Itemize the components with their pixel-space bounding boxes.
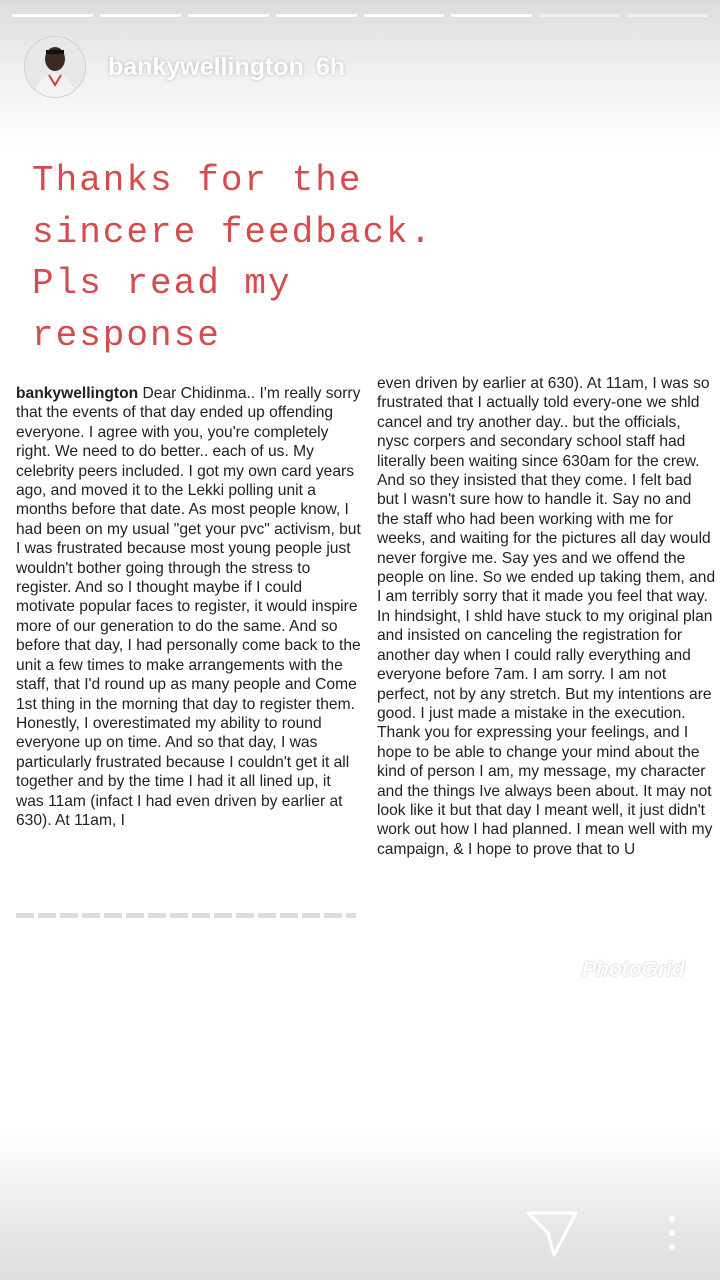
avatar-image (25, 37, 85, 97)
progress-segment (12, 14, 93, 17)
story-timestamp: 6h (315, 52, 346, 81)
caption-left-text: Dear Chidinma.. I'm really sorry that the events of that day ended up offending everyone. I agree with you, you're completely right. We need to do better.. each of us. My celebrity peers included. I got my own card years ago, and moved it to the Lekki polling unit a months before that date. As most people know, I had been on my usual "get your pvc" activism, but I was frustrated because most young people just wouldn't bother going through the stress to register. And so I thought maybe if I could motivate popular faces to register, it would inspire more of our generation to do the same. And so before that day, I had personally come back to the unit a few times to make arrangements with the staff, that I'd round up as many people and Come 1st thing in the morning that day to register them. Honestly, I overestimated my ability to round everyone up on time. And so that day, I was particularly frustrated because I couldn't get it all together and by the time I had it all lined up, it was 11am (infact I had even driven by earlier at 630). At 11am, I (16, 385, 361, 829)
send-icon[interactable] (524, 1205, 580, 1261)
avatar[interactable] (24, 36, 86, 98)
progress-segment (451, 14, 532, 17)
story-header (24, 36, 345, 98)
bottom-gradient (0, 1130, 720, 1280)
progress-segment (364, 14, 445, 17)
cutoff-text-line (16, 906, 356, 918)
caption-right-text: even driven by earlier at 630). At 11am, I was so frustrated that I actually told every-one we shld cancel and try another day.. but the officials, nysc corpers and secondary school staff had literally been waiting since 630am for the crew. And so they insisted that they come. I felt bad but I wasn't sure how to handle it. Say no and the staff who had been working with me for weeks, and waiting for the pictures all day would never forgive me. Say yes and we offend the people on line. So we ended up taking them, and I am terribly sorry that it made you feel that way. In hindsight, I shld have stuck to my original plan and insisted on canceling the registration for another day when I could rally everything and everyone before 7am. I am sorry. I am not perfect, not by any stretch. But my intentions are good. I just made a mistake in the execution. Thank you for expressing your feelings, and I hope to be able to change your mind about the kind of person I am, my message, my character and the things Ive always been about. It may not look like it but that day I meant well, it just didn't work out how I had planned. I mean well with my campaign, & I hope to prove that to U (377, 375, 716, 858)
caption-right-column (377, 374, 717, 934)
progress-segment (539, 14, 620, 17)
progress-segment (276, 14, 357, 17)
progress-segment (100, 14, 181, 17)
caption-handle: bankywellington (16, 385, 139, 402)
more-vertical-icon[interactable] (664, 1213, 680, 1253)
headline-text: Thanks for the sincere feedback. Pls read my response (32, 160, 434, 356)
progress-segment (627, 14, 708, 17)
progress-segment (188, 14, 269, 17)
story-progress-bar (12, 14, 708, 18)
caption-left-column (16, 384, 361, 894)
photogrid-watermark: PhotoGrid (582, 958, 685, 981)
story-username[interactable]: bankywellington (108, 52, 304, 81)
